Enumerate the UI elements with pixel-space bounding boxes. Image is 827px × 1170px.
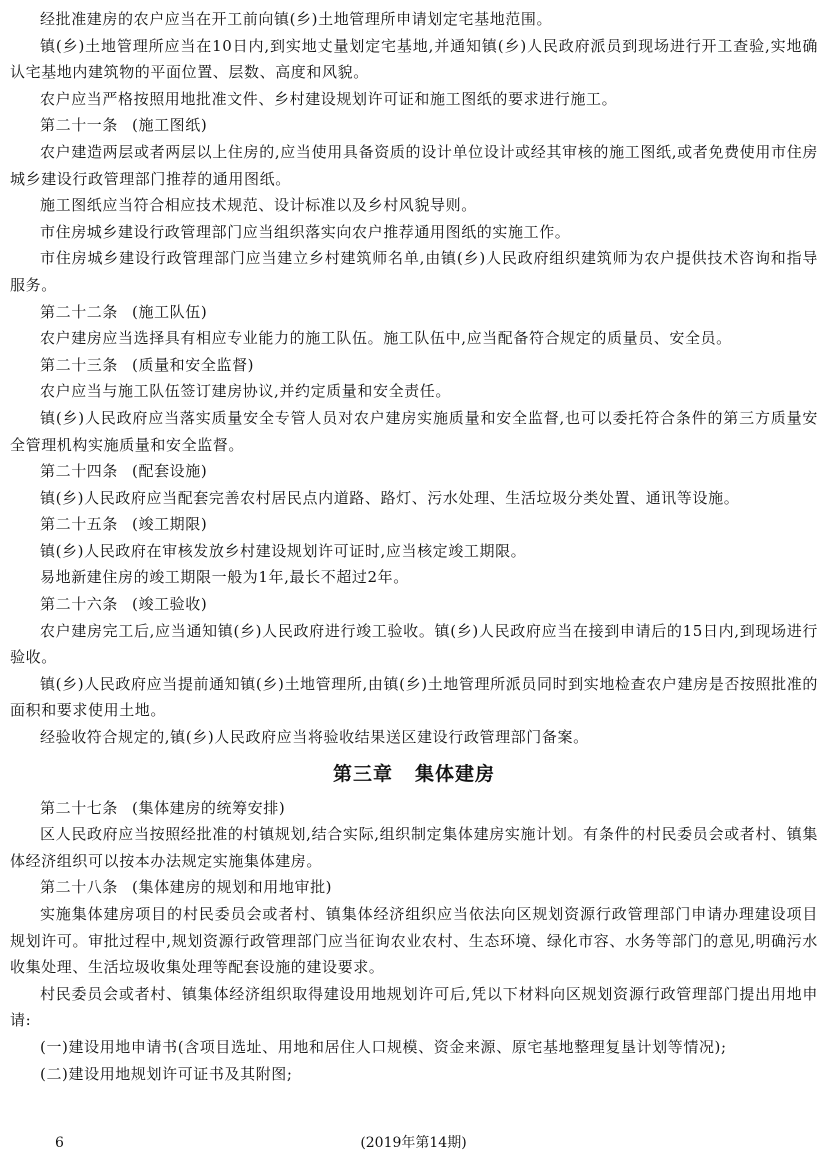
article-heading-28 [10,874,818,901]
chapter-title: 集体建房 [415,762,496,785]
article-number: 第二十七条 [40,798,119,817]
page-footer [0,1130,827,1156]
page-body [10,6,818,1087]
paragraph: 市住房城乡建设行政管理部门应当建立乡村建筑师名单,由镇(乡)人民政府组织建筑师为农户提供技术咨询和指导服务。 [10,249,818,294]
chapter-number: 第三章 [332,762,393,785]
paragraph: 镇(乡)土地管理所应当在10日内,到实地丈量划定宅基地,并通知镇(乡)人民政府派员到现场进行开工查验,实地确认宅基地内建筑物的平面位置、层数、高度和风貌。 [10,36,818,82]
article-title: (配套设施) [132,462,208,481]
article-number: 第二十二条 [40,302,119,321]
paragraph: 经批准建房的农户应当在开工前向镇(乡)土地管理所申请划定宅基地范围。 [40,10,553,28]
article-heading-24 [10,458,818,485]
article-title: (竣工期限) [132,515,208,534]
paragraph: 镇(乡)人民政府应当落实质量安全专管人员对农户建房实施质量和安全监督,也可以委托符合条件的第三方质量安全管理机构实施质量和安全监督。 [10,408,818,454]
paragraph: 农户建房应当选择具有相应专业能力的施工队伍。施工队伍中,应当配备符合规定的质量员、安全员。 [40,329,732,348]
article-title: (施工图纸) [132,116,208,135]
article-title: (集体建房的统筹安排) [132,798,286,817]
article-number: 第二十五条 [40,515,119,534]
paragraph: 易地新建住房的竣工期限一般为1年,最长不超过2年。 [40,568,409,587]
article-number: 第二十八条 [40,878,119,897]
paragraph: 经验收符合规定的,镇(乡)人民政府应当将验收结果送区建设行政管理部门备案。 [40,728,589,747]
article-heading-21 [10,112,818,139]
paragraph: 农户建房完工后,应当通知镇(乡)人民政府进行竣工验收。镇(乡)人民政府应当在接到申请后的15日内,到现场进行验收。 [10,621,818,667]
paragraph: 村民委员会或者村、镇集体经济组织取得建设用地规划许可后,凭以下材料向区规划资源行政管理部门提出用地申请: [10,984,818,1030]
article-title: (施工队伍) [132,302,208,321]
article-number: 第二十三条 [40,355,119,374]
page-number: 6 [55,1135,64,1151]
paragraph: 施工图纸应当符合相应技术规范、设计标准以及乡村风貌导则。 [40,196,477,215]
article-heading-27 [10,795,818,822]
article-number: 第二十四条 [40,462,119,481]
paragraph: 区人民政府应当按照经批准的村镇规划,结合实际,组织制定集体建房实施计划。有条件的村民委员会或者村、镇集体经济组织可以按本办法规定实施集体建房。 [10,825,818,870]
paragraph: 农户建造两层或者两层以上住房的,应当使用具备资质的设计单位设计或经其审核的施工图纸,或者免费使用市住房城乡建设行政管理部门推荐的通用图纸。 [10,142,818,188]
article-title: (质量和安全监督) [132,355,255,374]
article-heading-23 [10,352,818,379]
list-item: (二)建设用地规划许可证书及其附图; [40,1064,293,1083]
article-number: 第二十六条 [40,595,119,614]
paragraph: 镇(乡)人民政府应当提前通知镇(乡)土地管理所,由镇(乡)土地管理所派员同时到实地检查农户建房是否按照批准的面积和要求使用土地。 [10,674,818,720]
article-title: (竣工验收) [132,595,208,614]
paragraph: 实施集体建房项目的村民委员会或者村、镇集体经济组织应当依法向区规划资源行政管理部门申请办理建设项目规划许可。审批过程中,规划资源行政管理部门应当征询农业农村、生态环境、绿化市容、水务等部门的意见,明确污水收集处理、生活垃圾收集处理等配套设施的建设要求。 [10,905,818,977]
article-heading-26 [10,591,818,618]
paragraph: 农户应当严格按照用地批准文件、乡村建设规划许可证和施工图纸的要求进行施工。 [40,89,618,108]
paragraph: 农户应当与施工队伍签订建房协议,并约定质量和安全责任。 [40,382,451,401]
article-heading-25 [10,511,818,538]
article-title: (集体建房的规划和用地审批) [132,878,333,897]
paragraph: 镇(乡)人民政府应当配套完善农村居民点内道路、路灯、污水处理、生活垃圾分类处置、通讯等设施。 [40,488,740,507]
chapter-heading [10,759,818,789]
paragraph: 镇(乡)人民政府在审核发放乡村建设规划许可证时,应当核定竣工期限。 [40,541,527,560]
list-item: (一)建设用地申请书(含项目选址、用地和居住人口规模、资金来源、原宅基地整理复垦计划等情况); [40,1037,727,1056]
article-number: 第二十一条 [40,116,119,135]
issue-label: (2019年第14期) [360,1135,467,1151]
paragraph: 市住房城乡建设行政管理部门应当组织落实向农户推荐通用图纸的实施工作。 [40,222,571,241]
article-heading-22 [10,299,818,326]
